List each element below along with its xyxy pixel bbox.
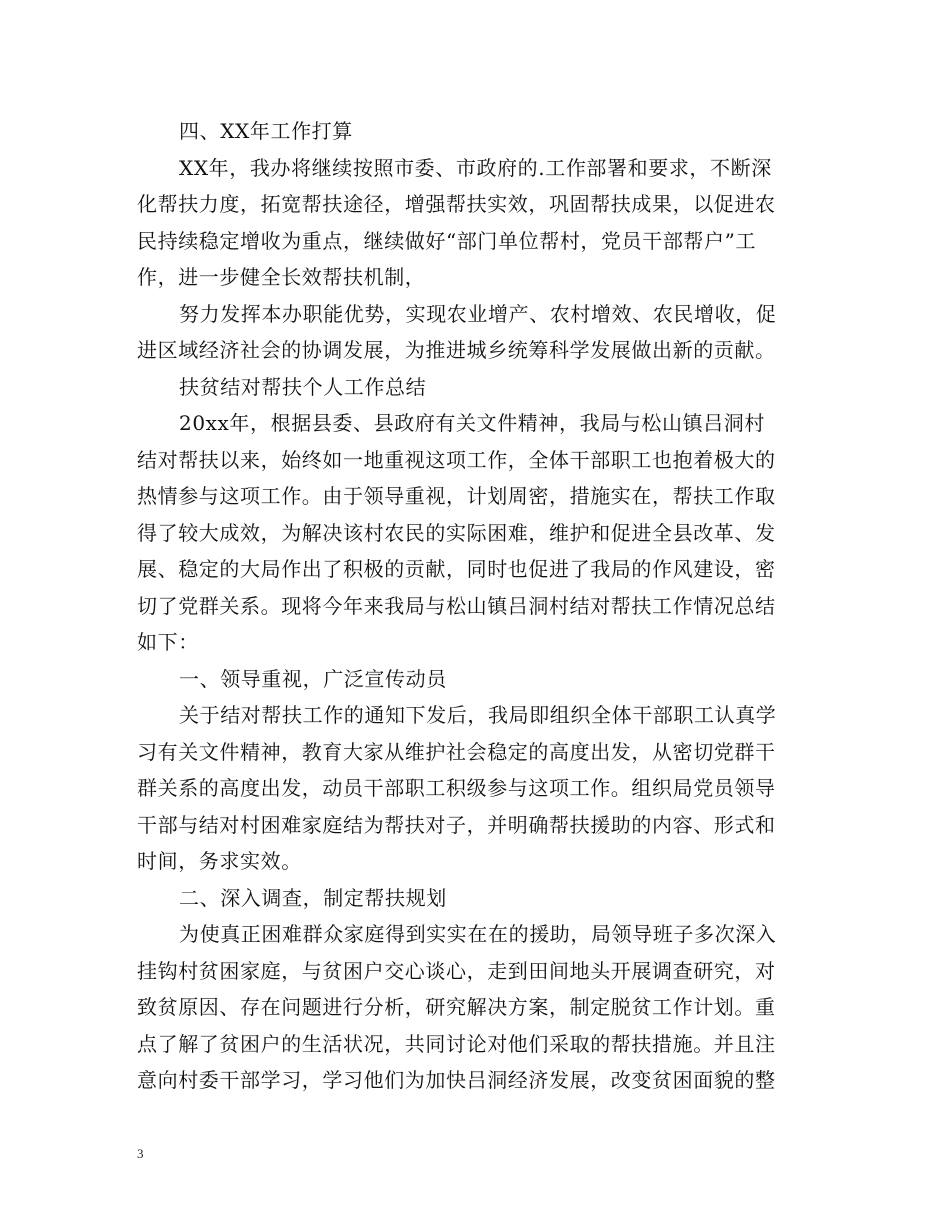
paragraph-line: XX年，我办将继续按照市委、市政府的.工作部署和要求，不断深 [179,155,772,180]
paragraph-line: 致贫原因、存在问题进行分析，研究解决方案，制定脱贫工作计划。重 [137,995,776,1019]
paragraph-line: 群关系的高度出发，动员干部职工积级参与这项工作。组织局党员领导 [137,776,776,800]
page-number: 3 [137,1146,144,1161]
section-heading-plan: 四、XX年工作打算 [179,119,353,143]
section-heading-investigation: 二、深入调查，制定帮扶规划 [179,885,447,910]
document-title: 扶贫结对帮扶个人工作总结 [179,374,427,399]
document-body [137,113,817,1099]
paragraph-line: 得了较大成效，为解决该村农民的实际困难，维护和促进全县改革、发 [137,520,776,545]
paragraph-line: 意向村委干部学习，学习他们为加快吕洞经济发展，改变贫困面貌的整 [137,1068,776,1092]
paragraph-line: 展、稳定的大局作出了积极的贡献，同时也促进了我局的作风建设，密 [137,557,776,581]
section-heading-leadership: 一、领导重视，广泛宣传动员 [179,666,447,691]
paragraph-line: 点了解了贫困户的生活状况，共同讨论对他们采取的帮扶措施。并且注 [137,1031,776,1056]
paragraph-line: 时间，务求实效。 [137,849,302,873]
paragraph-line: 习有关文件精神，教育大家从维护社会稳定的高度出发，从密切党群干 [137,739,776,764]
paragraph-line: 结对帮扶以来，始终如一地重视这项工作，全体干部职工也抱着极大的 [137,447,776,472]
paragraph-line: 热情参与这项工作。由于领导重视，计划周密，措施实在，帮扶工作取 [137,484,776,508]
paragraph-line: 努力发挥本办职能优势，实现农业增产、农村增效、农民增收，促 [179,301,777,326]
paragraph-line: 民持续稳定增收为重点，继续做好“部门单位帮村，党员干部帮户”工 [137,228,757,253]
paragraph-line: 化帮扶力度，拓宽帮扶途径，增强帮扶实效，巩固帮扶成果，以促进农 [137,192,776,216]
paragraph-line: 干部与结对村困难家庭结为帮扶对子，并明确帮扶援助的内容、形式和 [137,812,776,837]
paragraph-line: 20xx年，根据县委、县政府有关文件精神，我局与松山镇吕洞村 [179,411,766,435]
paragraph-line: 进区域经济社会的协调发展，为推进城乡统筹科学发展做出新的贡献。 [137,338,776,362]
paragraph-line: 切了党群关系。现将今年来我局与松山镇吕洞村结对帮扶工作情况总结 [137,593,776,618]
paragraph-line: 作，进一步健全长效帮扶机制， [137,265,426,289]
paragraph-line: 关于结对帮扶工作的通知下发后，我局即组织全体干部职工认真学 [179,703,777,727]
paragraph-line: 为使真正困难群众家庭得到实实在在的援助，局领导班子多次深入 [179,922,777,946]
paragraph-line: 如下： [137,630,199,654]
paragraph-line: 挂钩村贫困家庭，与贫困户交心谈心，走到田间地头开展调查研究，对 [137,958,776,983]
